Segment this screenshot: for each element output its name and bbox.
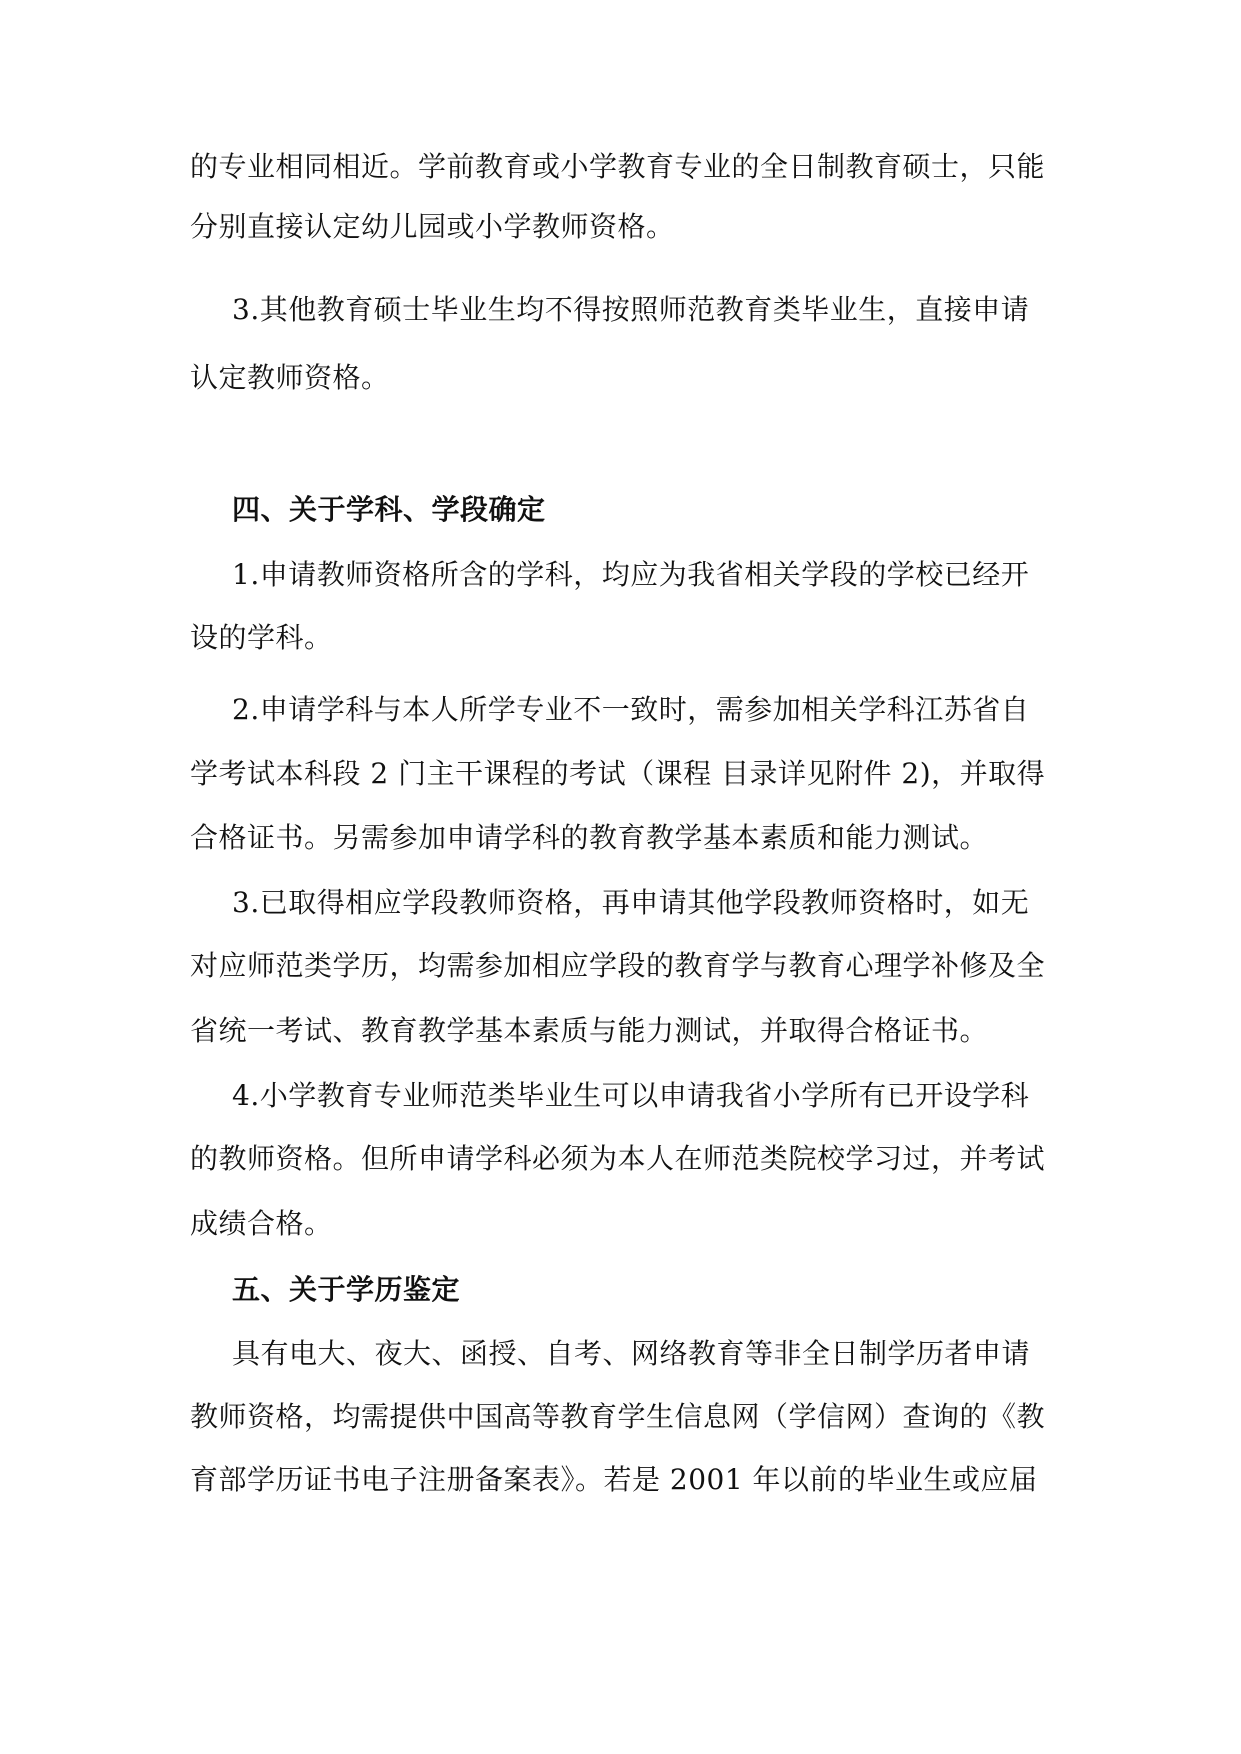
paragraph-line: 的教师资格。但所申请学科必须为本人在师范类院校学习过，并考试 [190,1142,1046,1175]
paragraph-line: 学考试本科段 2 门主干课程的考试（课程 目录详见附件 2)，并取得 [190,757,1046,790]
paragraph-line: 具有电大、夜大、函授、自考、网络教育等非全日制学历者申请 [232,1337,1031,1370]
paragraph-line: 教师资格，均需提供中国高等教育学生信息网（学信网）查询的《教 [190,1400,1046,1433]
paragraph-line: 成绩合格。 [190,1207,333,1240]
paragraph-line: 4.小学教育专业师范类毕业生可以申请我省小学所有已开设学科 [232,1079,1030,1112]
paragraph-line: 的专业相同相近。学前教育或小学教育专业的全日制教育硕士，只能 [190,150,1046,183]
paragraph-line: 合格证书。另需参加申请学科的教育教学基本素质和能力测试。 [190,821,989,854]
paragraph-line: 3.已取得相应学段教师资格，再申请其他学段教师资格时，如无 [232,886,1030,919]
paragraph-line: 1.申请教师资格所含的学科，均应为我省相关学段的学校已经开 [232,558,1030,591]
paragraph-line: 对应师范类学历，均需参加相应学段的教育学与教育心理学补修及全 [190,949,1046,982]
paragraph-line: 3.其他教育硕士毕业生均不得按照师范教育类毕业生，直接申请 [232,293,1030,326]
paragraph-line: 设的学科。 [190,621,333,654]
paragraph-line: 分别直接认定幼儿园或小学教师资格。 [190,210,675,243]
section-heading: 五、关于学历鉴定 [232,1273,461,1306]
section-heading: 四、关于学科、学段确定 [232,493,546,526]
paragraph-line: 2.申请学科与本人所学专业不一致时，需参加相关学科江苏省自 [232,693,1030,726]
paragraph-line: 育部学历证书电子注册备案表》。若是 2001 年以前的毕业生或应届 [190,1463,1038,1496]
paragraph-line: 省统一考试、教育教学基本素质与能力测试，并取得合格证书。 [190,1014,989,1047]
paragraph-line: 认定教师资格。 [190,361,390,394]
